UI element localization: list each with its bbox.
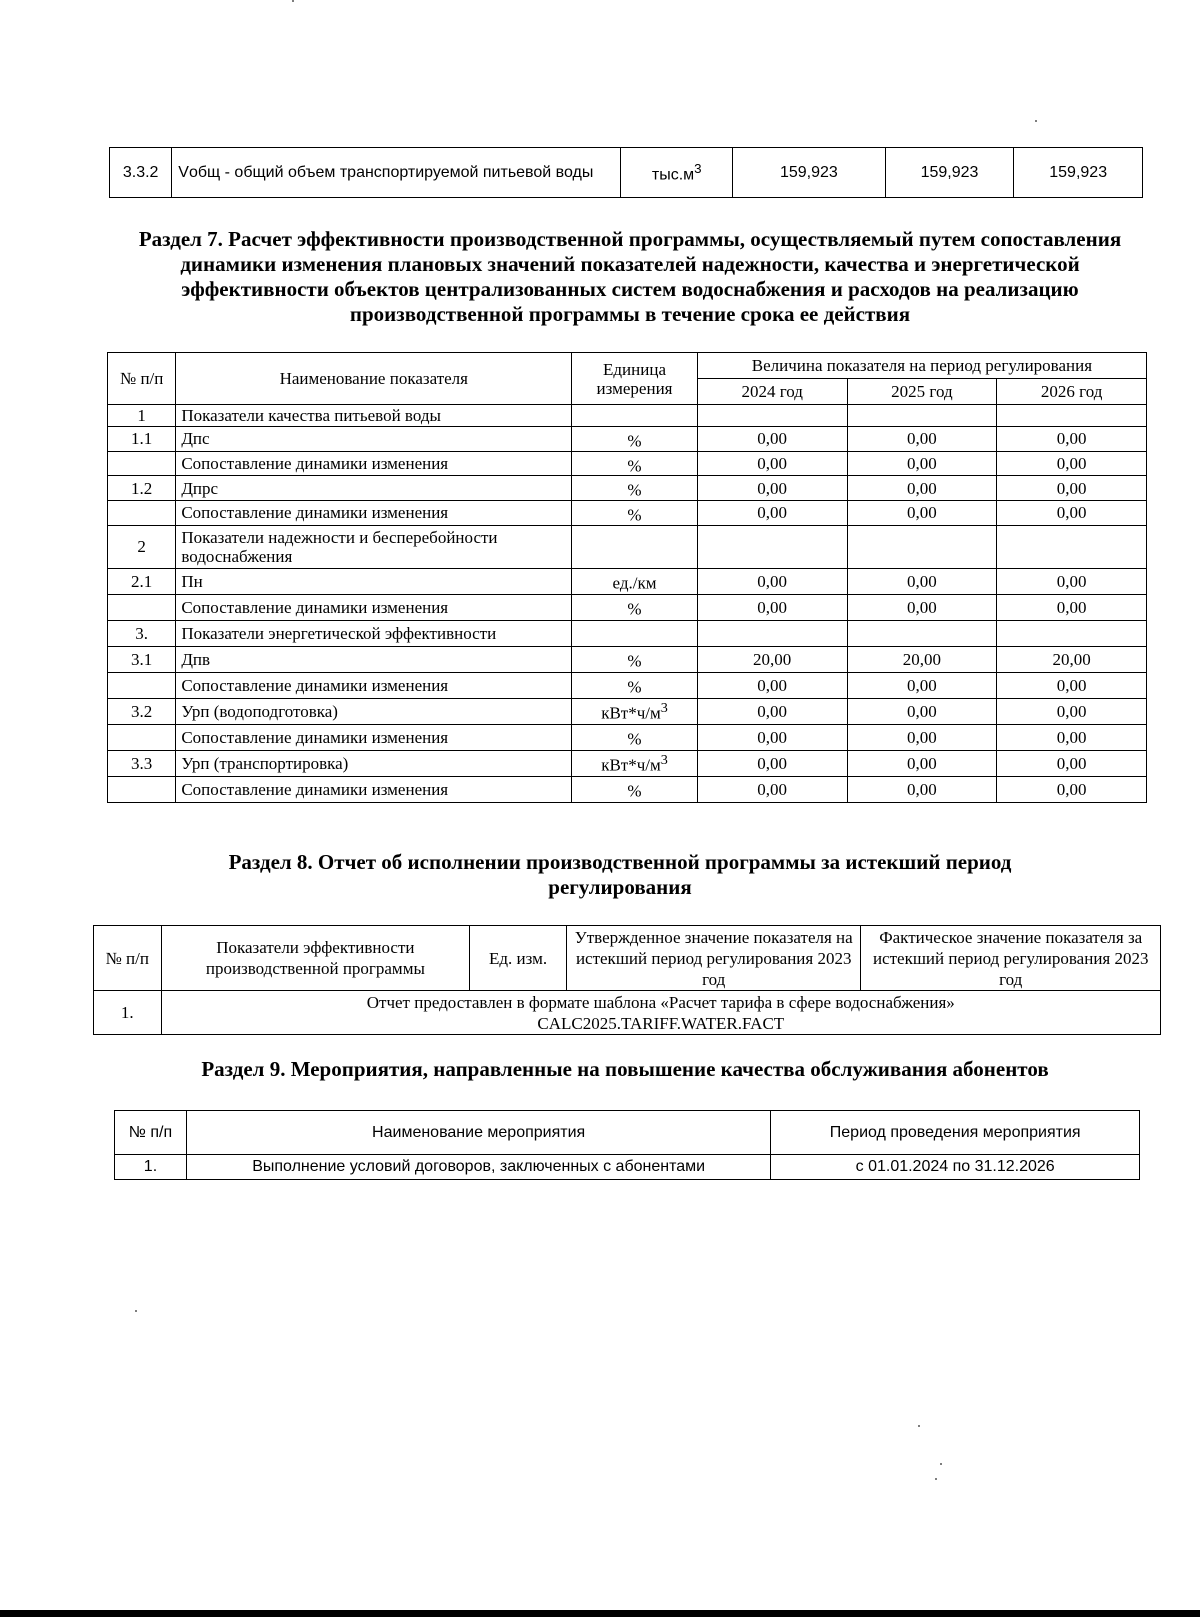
value-2026: 0,00 [997,568,1147,594]
table-row [108,776,1147,802]
value-2024: 0,00 [697,568,847,594]
value-2024: 159,923 [733,148,886,198]
unit-cell: % [572,594,698,620]
value-2024 [697,525,847,568]
unit-cell: $кВт*ч/м^3$ [572,698,698,724]
value-2026: 0,00 [997,476,1147,501]
table-row [108,672,1147,698]
unit-cell: $кВт*ч/м^3$ [572,750,698,776]
table-row [108,427,1147,452]
value-2026: 0,00 [997,500,1147,525]
value-2024 [697,405,847,427]
header-row [115,1111,1140,1155]
row-number [108,500,176,525]
value-2025 [847,620,997,646]
activity-name-header: Наименование мероприятия [186,1111,770,1155]
indicator-name: Сопоставление динамики изменения [176,451,572,476]
value-2025: 0,00 [847,698,997,724]
section9-table [114,1110,1140,1180]
value-2024: 0,00 [697,698,847,724]
value-2026: 20,00 [997,646,1147,672]
year-2025-header: 2025 год [847,379,997,405]
value-2025 [847,525,997,568]
activity-period: с 01.01.2024 по 31.12.2026 [771,1155,1140,1180]
value-2024: 0,00 [697,476,847,501]
value-2025: 0,00 [847,500,997,525]
indicator-name: Показатели надежности и бесперебойности водоснабжения [176,525,572,568]
scan-speck [940,1463,942,1465]
row-number [108,451,176,476]
scan-edge-bar [0,1610,1200,1617]
unit-cell: % [572,776,698,802]
value-2024: 0,00 [697,750,847,776]
unit-cell: % [572,646,698,672]
value-2025: 0,00 [847,568,997,594]
indicator-name: Сопоставление динамики изменения [176,724,572,750]
period-header: Величина показателя на период регулирования [697,353,1146,379]
table-row [108,724,1147,750]
year-2024-header: 2024 год [697,379,847,405]
unit-cell: % [572,500,698,525]
value-2026 [997,620,1147,646]
unit-cell: % [572,724,698,750]
value-2025: 0,00 [847,750,997,776]
value-2024: 0,00 [697,672,847,698]
value-2025: 0,00 [847,672,997,698]
unit-cell [572,620,698,646]
value-2026: 0,00 [997,724,1147,750]
row-number: 1. [115,1155,187,1180]
row-number: 3.3.2 [110,148,172,198]
indicator-name: Пн [176,568,572,594]
table-row [108,405,1147,427]
row-number: 1.2 [108,476,176,501]
section8-table [93,925,1161,1035]
approved-value-header: Утвержденное значение показателя на истекший период регулирования 2023 год [566,926,860,991]
num-header: № п/п [115,1111,187,1155]
value-2025: 0,00 [847,776,997,802]
scan-speck [935,1478,937,1480]
name-header: Наименование показателя [176,353,572,405]
value-2025: 159,923 [885,148,1014,198]
indicator-name: Сопоставление динамики изменения [176,672,572,698]
section8-title: Раздел 8. Отчет об исполнении производственной программы за истекший период регулирования [228,850,1012,899]
section7-title: Раздел 7. Расчет эффективности производственной программы, осуществляемый путем сопоставления динамики изменения плановых значений показателей надежности, качества и энергетической эффективности объектов централизованных систем водоснабжения и расходов на реализацию производственной программы в течение срока ее действия [138,227,1122,326]
row-number: 3. [108,620,176,646]
top-volume-table [109,147,1143,198]
section9-title: Раздел 9. Мероприятия, направленные на повышение качества обслуживания абонентов [201,1057,1049,1081]
value-2026: 0,00 [997,698,1147,724]
table-row [108,620,1147,646]
unit-cell: % [572,476,698,501]
indicator-name: Урп (транспортировка) [176,750,572,776]
header-row [94,926,1161,991]
activity-name: Выполнение условий договоров, заключенных с абонентами [186,1155,770,1180]
indicator-name: Сопоставление динамики изменения [176,500,572,525]
num-header: № п/п [108,353,176,405]
unit-header: Единица измерения [572,353,698,405]
row-number [108,724,176,750]
row-number: 2 [108,525,176,568]
indicator-name: Дпрс [176,476,572,501]
unit-cell: % [572,451,698,476]
table-row [108,476,1147,501]
value-2025: 20,00 [847,646,997,672]
table-row [108,594,1147,620]
value-2025: 0,00 [847,724,997,750]
value-2026: 0,00 [997,451,1147,476]
table-row [108,500,1147,525]
scan-speck [135,1310,137,1312]
table-row [110,148,1143,198]
table-row [94,991,1161,1035]
report-note: Отчет предоставлен в формате шаблона «Расчет тарифа в сфере водоснабжения» CALC2025.TARIFF.WATER.FACT [161,991,1160,1035]
table-row [115,1155,1140,1180]
table-row [108,451,1147,476]
year-2026-header: 2026 год [997,379,1147,405]
value-2024: 0,00 [697,451,847,476]
value-2026 [997,405,1147,427]
row-number: 1.1 [108,427,176,452]
indicator-name: Дпв [176,646,572,672]
table-row [108,525,1147,568]
scan-speck [292,0,294,2]
indicator-name: Дпс [176,427,572,452]
indicator-name: Показатели качества питьевой воды [176,405,572,427]
section7-table [107,352,1147,803]
table-row [108,698,1147,724]
unit-cell: % [572,672,698,698]
row-number: 2.1 [108,568,176,594]
value-2025: 0,00 [847,476,997,501]
value-2025: 0,00 [847,451,997,476]
indicator-name: Показатели энергетической эффективности [176,620,572,646]
value-2026: 0,00 [997,750,1147,776]
value-2025 [847,405,997,427]
section7-body [108,405,1147,803]
value-2025: 0,00 [847,427,997,452]
value-2024: 0,00 [697,776,847,802]
value-2024 [697,620,847,646]
unit-cell [572,405,698,427]
period-header: Период проведения мероприятия [771,1111,1140,1155]
unit-cell [572,525,698,568]
value-2024: 0,00 [697,594,847,620]
value-2026: 0,00 [997,427,1147,452]
unit-cell: $тыс.м^3$ [621,148,733,198]
value-2026: 0,00 [997,672,1147,698]
indicator-name: Урп (водоподготовка) [176,698,572,724]
value-2024: 0,00 [697,427,847,452]
row-number [108,594,176,620]
scan-speck [1035,120,1037,122]
row-number [108,672,176,698]
value-2024: 0,00 [697,500,847,525]
row-number: 3.2 [108,698,176,724]
value-2026 [997,525,1147,568]
indicator-name: Vобщ - общий объем транспортируемой питьевой воды [172,148,621,198]
row-number: 3.3 [108,750,176,776]
indicator-name: Сопоставление динамики изменения [176,776,572,802]
row-number: 1. [94,991,162,1035]
scan-speck [918,1425,920,1427]
value-2025: 0,00 [847,594,997,620]
row-number: 3.1 [108,646,176,672]
indicators-header: Показатели эффективности производственной программы [161,926,470,991]
table-row [108,750,1147,776]
indicator-name: Сопоставление динамики изменения [176,594,572,620]
value-2024: 0,00 [697,724,847,750]
value-2026: 0,00 [997,594,1147,620]
unit-cell: ед./км [572,568,698,594]
value-2026: 0,00 [997,776,1147,802]
actual-value-header: Фактическое значение показателя за истекший период регулирования 2023 год [861,926,1161,991]
value-2024: 20,00 [697,646,847,672]
num-header: № п/п [94,926,162,991]
row-number: 1 [108,405,176,427]
unit-cell: % [572,427,698,452]
table-row [108,568,1147,594]
row-number [108,776,176,802]
value-2026: 159,923 [1014,148,1143,198]
header-row [108,353,1147,379]
unit-header: Ед. изм. [470,926,567,991]
table-row [108,646,1147,672]
